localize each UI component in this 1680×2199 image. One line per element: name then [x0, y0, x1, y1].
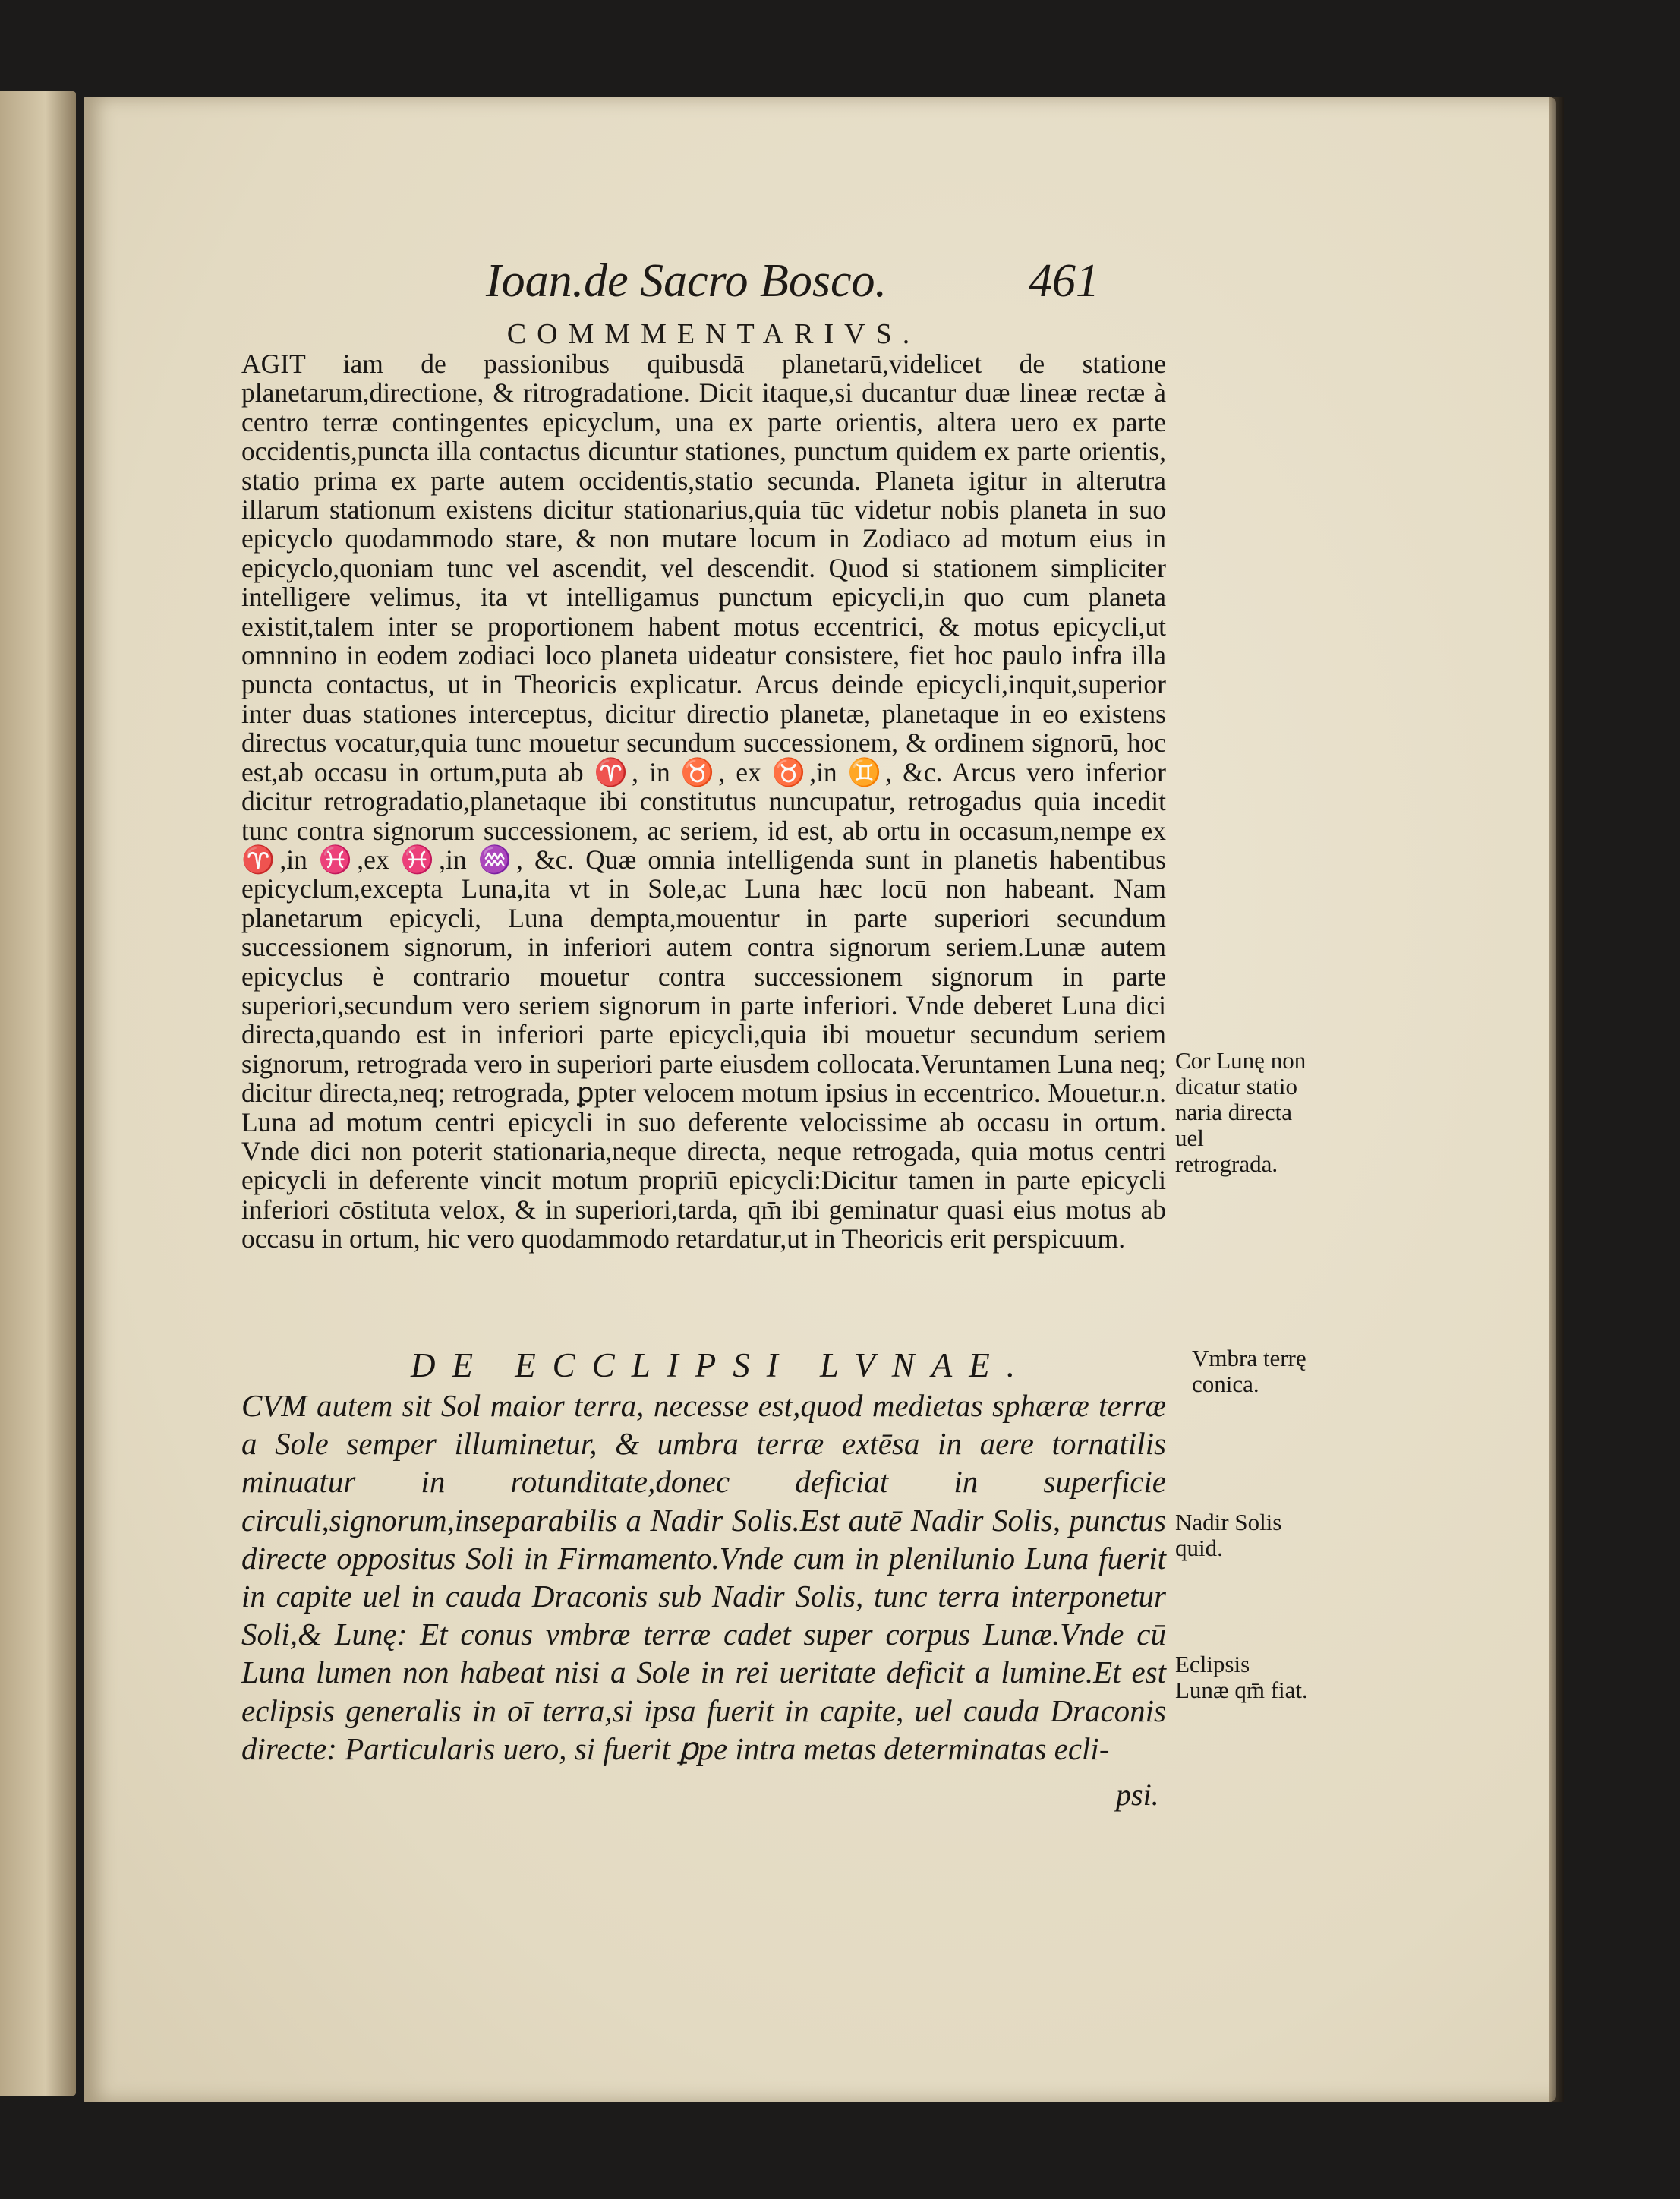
commentary-text: AGIT iam de passionibus quibusdā planetarū,videlicet de statione planetarum,directione, & ritrogradatione. Dicit itaque,si ducantur duæ lineæ rectæ à centro terræ contingentes epicyclum, una ex parte orientis, altera uero ex parte occidentis,puncta illa contactus dicuntur stationes, punctum quidem ex parte orientis, statio prima ex parte autem occidentis,statio secunda. Planeta igitur in alterutra illarum stationum existens dicitur stationarius,quia tūc videtur nobis planeta in suo epicyclo quodammodo stare, & non mutare locum in Zodiaco ad motum eius in epicyclo,quoniam tunc vel ascendit, vel descendit. Quod si stationem simpliciter intelligere velimus, ita vt intelligamus punctum epicycli,in quo cum planeta existit,talem inter se proportionem habent motus eccentrici, & motus epicycli,ut omnnino in eodem zodiaci loco planeta uideatur consistere, fiet hoc paulo infra illa puncta contactus, ut in Theoricis explicatur. Arcus deinde epicycli,inquit,superior inter duas stationes interceptus, dicitur directio planetæ, planetaque in eo existens directus vocatur,quia tunc mouetur secundum successionem, & ordinem signorū, hoc est,ab occasu in ortum,puta ab ♈, in ♉, ex ♉,in ♊, &c. Arcus vero inferior dicitur retrogradatio,planetaque ibi constitutus nuncupatur, retrogadus quia incedit tunc contra signorum successionem, ac seriem, id est, ab ortu in occasum,nempe ex ♈,in ♓,ex ♓,in ♒, &c. Quæ omnia intelligenda sunt in planetis habentibus epicyclum,excepta Luna,ita vt in Sole,ac Luna hæc locū non habeant. Nam planetarum epicycli, Luna dempta,mouentur in parte superiori secundum successionem signorum, in inferiori autem contra signorum seriem.Lunæ autem epicyclus è contrario mouetur contra successionem signorum in parte superiori,secundum vero seriem signorum in parte inferiori. Vnde deberet Luna dici directa,quando est in inferiori parte epicycli,quia ibi mouetur secundum seriem signorum, retrograda vero in superiori parte eiusdem collocata.Veruntamen Luna neq; dicitur directa,neq; retrograda, ꝑpter velocem motum ipsius in eccentrico. Mouetur.n. Luna ad motum centri epicycli in suo deferente velocissime ab occasu in ortum. Vnde dici non poterit stationaria,neque directa, neque retrogada, quia motus centri epicycli in deferente vincit motum propriū epicycli:Dicitur tamen in parte epicycli inferiori cōstituta velox, & in superiori,tarda, qm̄ ibi geminatur quasi eius motus ab occasu in ortum, hic vero quodammodo retardatur,ut in Theoricis erit perspicuum. [241, 349, 1166, 1254]
running-title: Ioan.de Sacro Bosco. [486, 255, 887, 307]
margin-note-eclipsis: Eclipsis Lunæ qm̄ fiat. [1175, 1651, 1308, 1703]
eclipse-text: CVM autem sit Sol maior terra, necesse est,quod medietas sphæræ terræ a Sole semper illuminetur, & umbra terræ extēsa in aere tornatilis minuatur in rotunditate,donec deficiat in superficie circuli,signorum,inseparabilis a Nadir Solis.Est autē Nadir Solis, punctus directe oppositus Soli in Firmamento.Vnde cum in plenilunio Luna fuerit in capite uel in cauda Draconis sub Nadir Solis, tunc terra interponetur Soli,& Lunę: Et conus vmbræ terræ cadet super corpus Lunæ.Vnde cū Luna lumen non habeat nisi a Sole in rei ueritate deficit a lumine.Et est eclipsis generalis in oī terra,si ipsa fuerit in capite, uel cauda Draconis directe: Particularis uero, si fuerit ꝑpe intra metas determinatas ecli- [241, 1388, 1166, 1766]
margin-note-luna: Cor Lunę non dicatur statio naria directa uel retrograda. [1175, 1047, 1306, 1177]
catchword: psi. [1116, 1778, 1159, 1812]
commentary-heading: COMMMENTARIVS. [506, 318, 921, 350]
page-edge-shadow [1549, 97, 1564, 2102]
eclipse-heading: DE ECCLIPSI LVNAE. [410, 1346, 1032, 1384]
left-page-edge [0, 91, 76, 2096]
margin-note-umbra: Vmbra terrę conica. [1192, 1345, 1306, 1397]
margin-note-nadir: Nadir Solis quid. [1175, 1509, 1282, 1561]
page-number: 461 [1029, 255, 1099, 307]
